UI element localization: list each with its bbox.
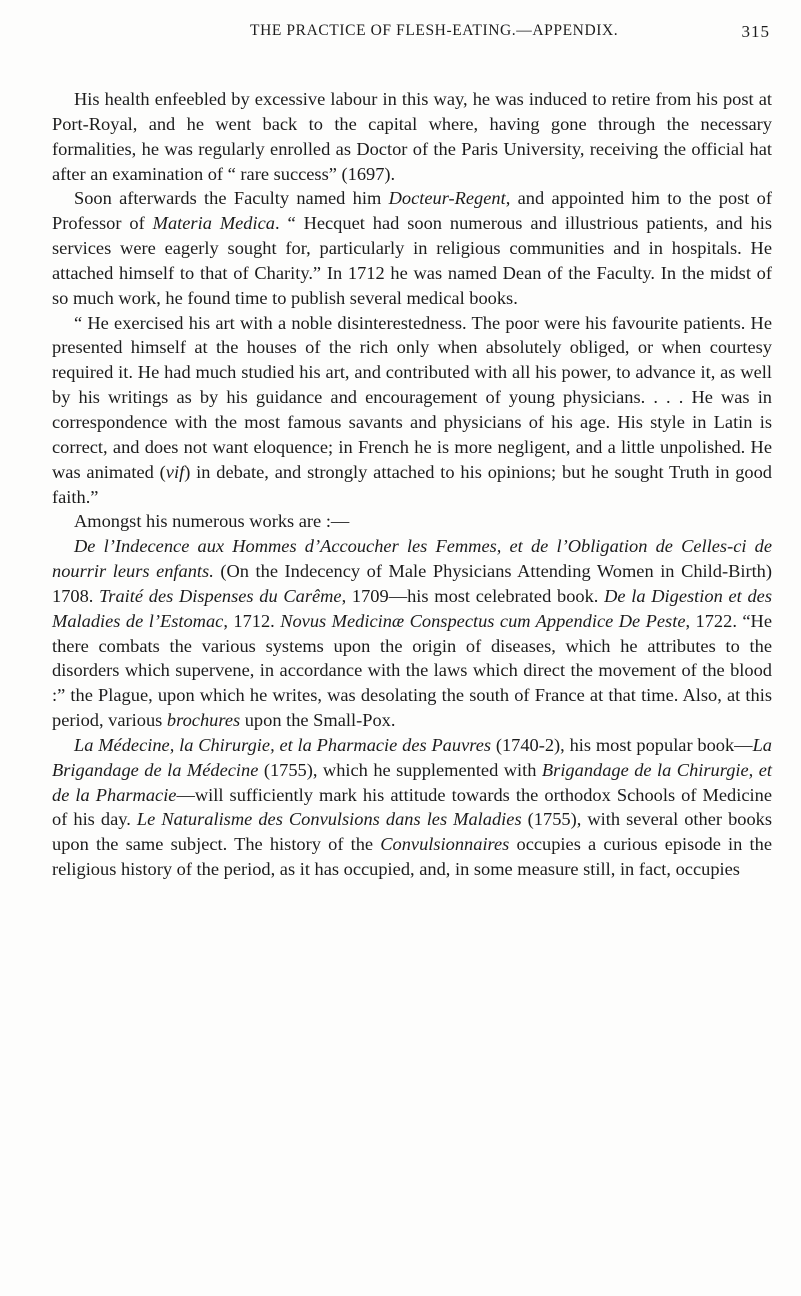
italic-run: vif [165, 461, 185, 482]
text-run: ) in debate, and strongly attached to his opinions; but he sought Truth in good faith.” [52, 461, 773, 507]
paragraph [52, 534, 772, 733]
text-run: Soon afterwards the Faculty named him [74, 188, 389, 209]
text-run: , 1712. [223, 610, 281, 631]
text-run: upon the Small-Pox. [240, 710, 396, 731]
page-number: 315 [741, 22, 770, 41]
text-run: —will sufficiently mark his attitude towards the orthodox Schools of Medicine of his day. [52, 784, 772, 830]
italic-run: Le Naturalisme des Convulsions dans les Maladies [136, 809, 522, 830]
running-title: THE PRACTICE OF FLESH-EATING.—APPENDIX. [250, 22, 619, 39]
body-text [52, 87, 772, 882]
italic-run: Brigandage de la Chirurgie, et de la Pharmacie [52, 759, 773, 805]
paragraph [52, 311, 772, 510]
text-run: , 1722. “He there combats the various systems upon the origin of diseases, which he attributes to the disorders which supervene, in accordance with the laws which direct the movement of the blood :” the Plague, upon which he writes, was desolating the south of France at that time. Also, at this period, various [52, 610, 772, 731]
text-run: (1740-2), his most popular book— [491, 734, 753, 755]
text-run: , and appointed him to the post of Professor of [52, 188, 773, 234]
italic-run: De la Digestion et des Maladies de l’Estomac [52, 585, 772, 631]
italic-run: La Médecine, la Chirurgie, et la Pharmacie des Pauvres [74, 734, 492, 755]
italic-run: Materia Medica [152, 213, 275, 234]
text-run: (1755), with several other books upon the same subject. The history of the [52, 809, 773, 855]
paragraph [52, 509, 772, 534]
running-head [250, 22, 770, 52]
paragraph [52, 87, 772, 186]
text-run: . “ Hecquet had soon numerous and illustrious patients, and his services were eagerly sought for, particularly in religious communities and in hospitals. He attached himself to that of Charity.” In 1712 he was named Dean of the Faculty. In the midst of so much work, he found time to publish several medical books. [52, 213, 772, 308]
text-run: His health enfeebled by excessive labour in this way, he was induced to retire from his post at Port-Royal, and he went back to the capital where, having gone through the necessary formalities, he was regularly enrolled as Doctor of the Paris University, receiving the official hat after an examination of “ rare success” (1697). [52, 89, 772, 184]
italic-run: Docteur-Regent [388, 188, 506, 209]
italic-run: Convulsionnaires [380, 834, 510, 855]
italic-run: Traité des Dispenses du Carême [99, 585, 342, 606]
paragraph [52, 186, 772, 310]
text-run: , 1709—his most celebrated book. [341, 585, 605, 606]
italic-run: Novus Medicinæ Conspectus cum Appendice De Peste [280, 610, 686, 631]
italic-run: La Brigandage de la Médecine [52, 734, 772, 780]
italic-run: brochures [166, 710, 241, 731]
text-run: (1755), which he supplemented with [258, 759, 542, 780]
text-run: Amongst his numerous works are :— [74, 511, 350, 532]
text-run: occupies a curious episode in the religious history of the period, as it has occupied, and, in some measure still, in fact, occupies [52, 834, 772, 880]
paragraph [52, 733, 772, 882]
italic-run: De l’Indecence aux Hommes d’Accoucher les Femmes, et de l’Obligation de Celles-ci de nourrir leurs enfants. [52, 536, 772, 582]
text-run: “ He exercised his art with a noble disinterestedness. The poor were his favourite patients. He presented himself at the houses of the rich only when absolutely obliged, or when courtesy required it. He had much studied his art, and contributed with all his power, to advance it, as well by his writings as by his guidance and encouragement of young physicians. . . . He was in correspondence with the most famous savants and physicians of his age. His style in Latin is correct, and does not want eloquence; in French he is more negligent, and a little unpolished. He was animated ( [52, 312, 772, 482]
text-run: (On the Indecency of Male Physicians Attending Women in Child-Birth) 1708. [52, 561, 772, 606]
